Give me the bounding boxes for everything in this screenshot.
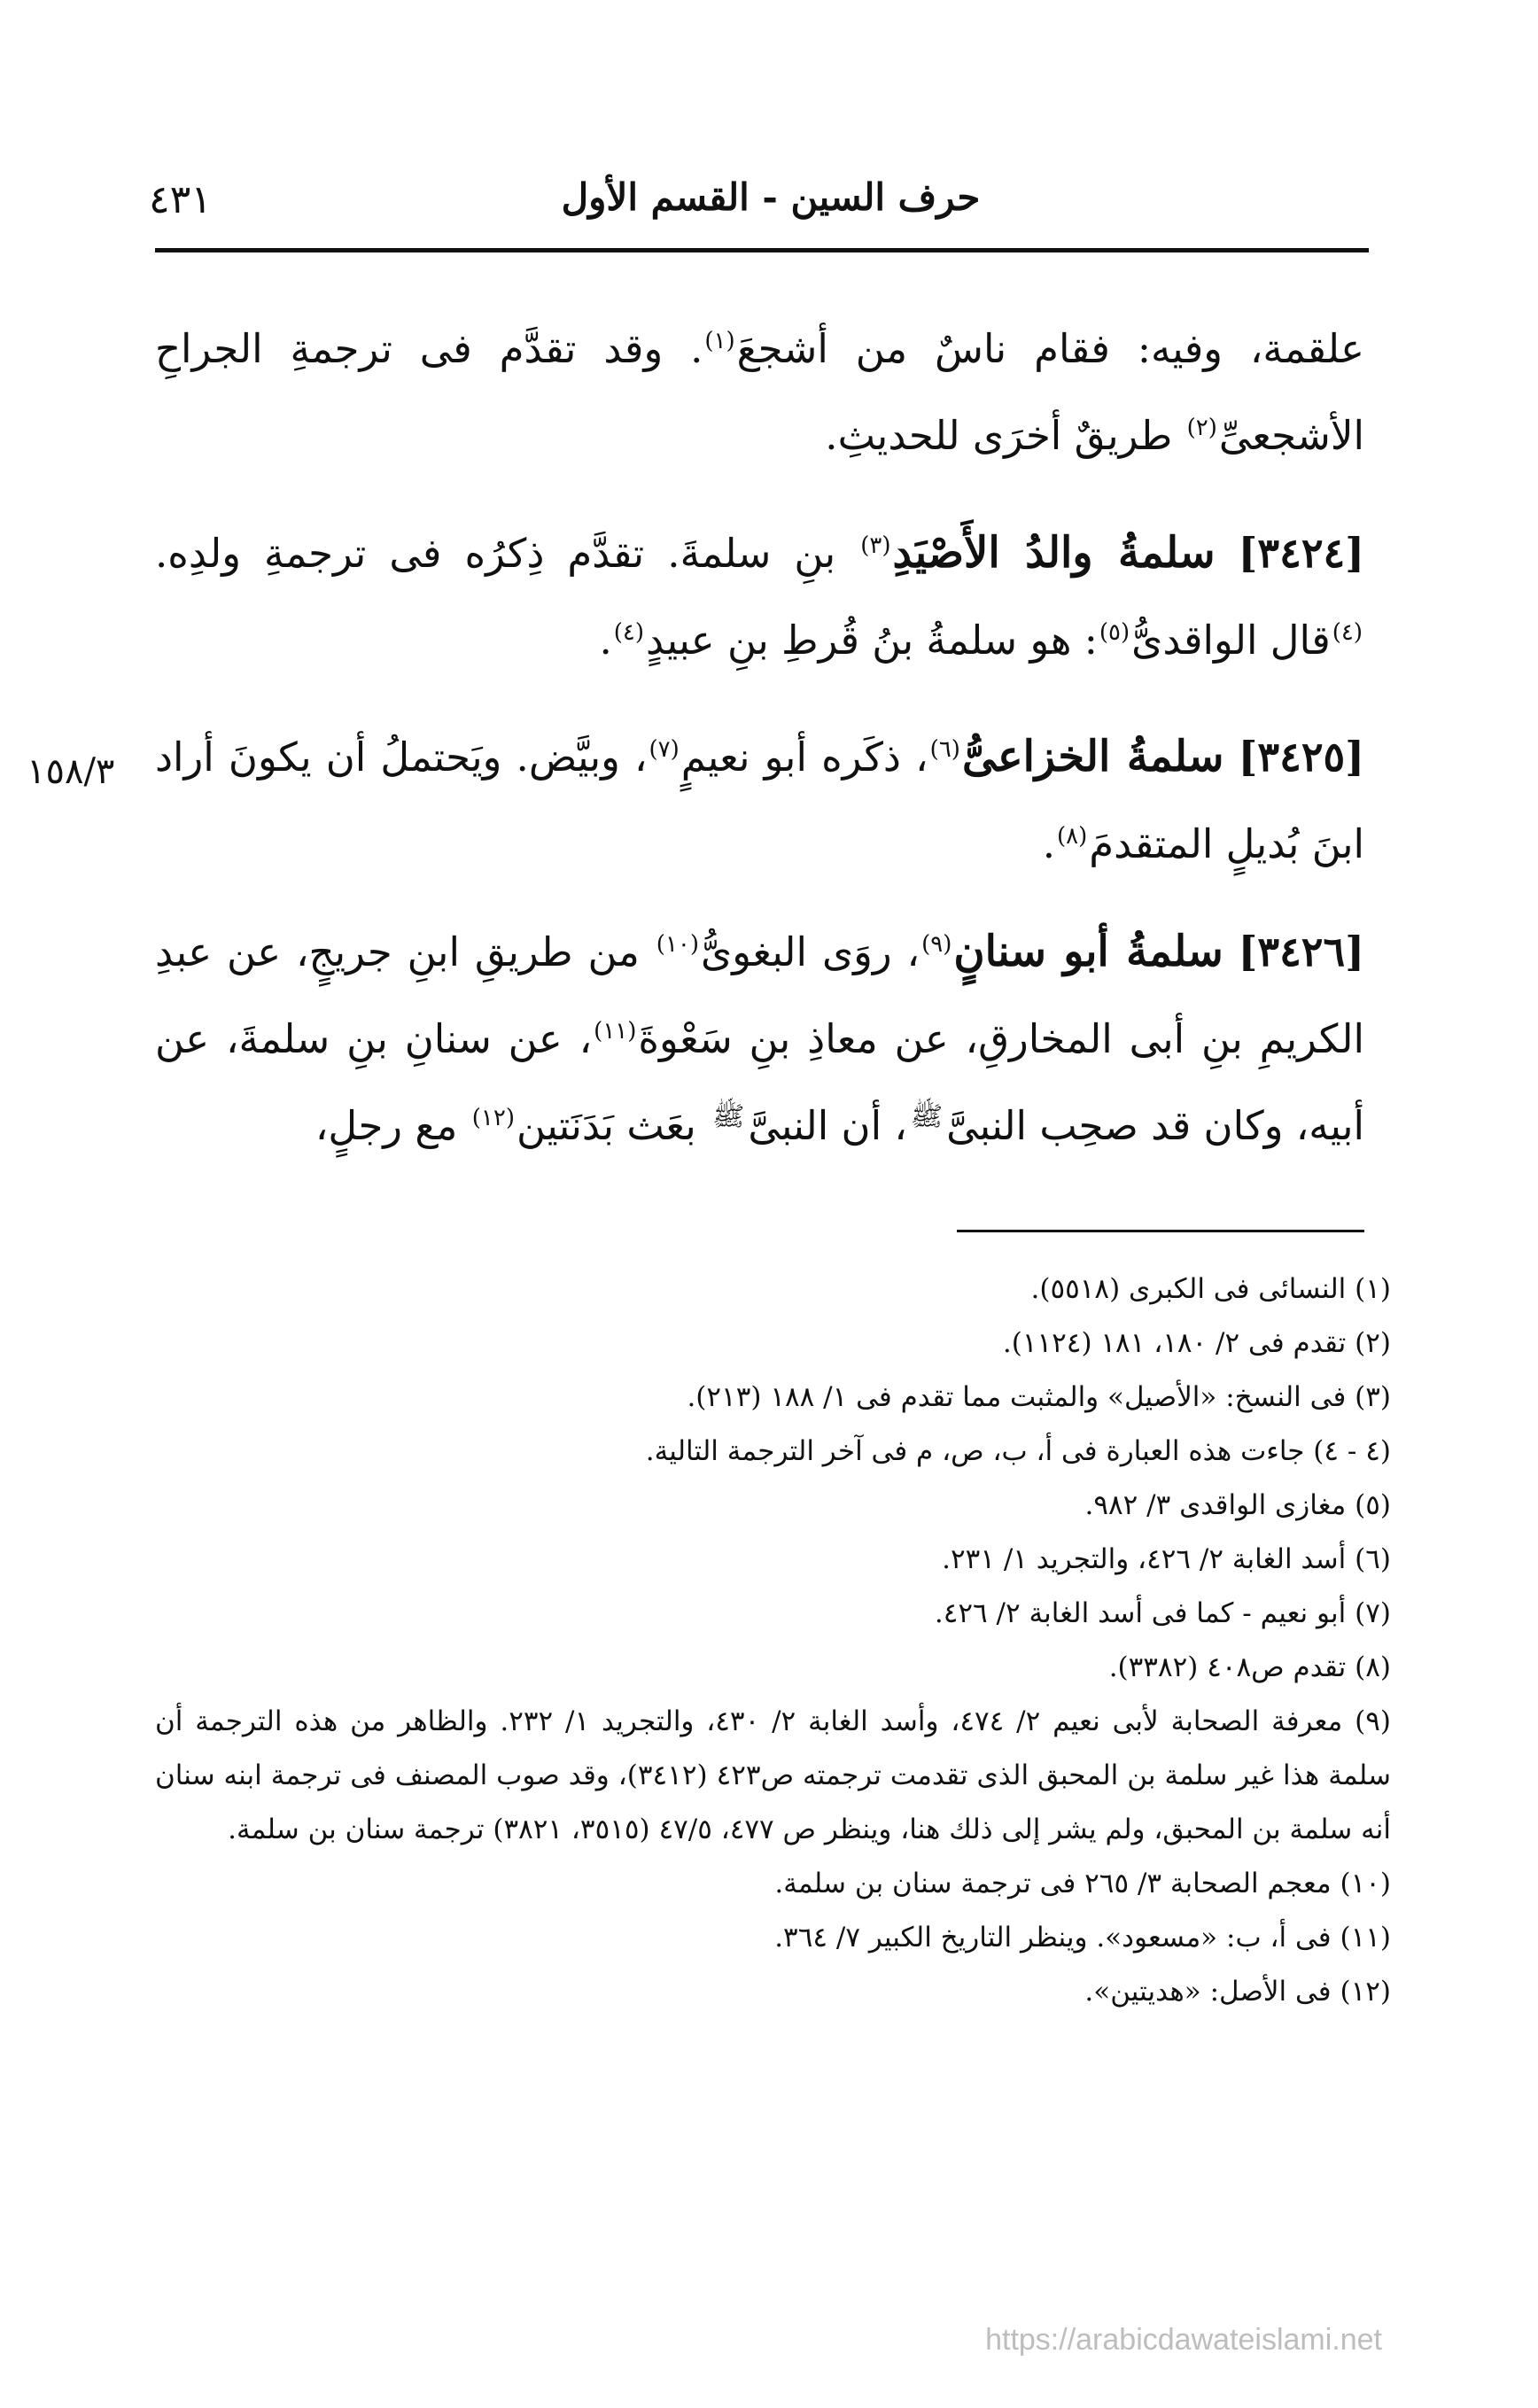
running-header-title: حرف السين - القسم الأول — [561, 175, 981, 219]
header-rule — [155, 248, 1369, 252]
footnote-marker[interactable]: (٤) — [613, 619, 645, 646]
footnote: (٦) أسد الغابة ٢/ ٤٢٦، والتجريد ١/ ٢٣١. — [942, 1543, 1391, 1575]
margin-reference: ١٥٨/٣ — [27, 751, 115, 792]
footnote: (٨) تقدم ص٤٠٨ (٣٣٨٢). — [1108, 1651, 1391, 1683]
entry-text: . — [1042, 820, 1056, 867]
entry-text: مع رجلٍ، — [315, 1102, 470, 1149]
entry-name: سلمةُ الخزاعىُّ — [961, 732, 1224, 781]
entry-name: سلمةُ والدُ الأَصْيَدِ — [892, 528, 1216, 578]
honorific-glyph: ﷺ — [910, 1101, 944, 1132]
footnote-marker[interactable]: (٣) — [860, 532, 891, 559]
footnote-marker[interactable]: (١) — [704, 328, 735, 354]
entry-number: [٣٤٢٥] — [1238, 733, 1365, 781]
footnote-marker[interactable]: (٩) — [921, 931, 952, 958]
page-number: ٤٣١ — [149, 177, 212, 222]
entry-3426 — [155, 908, 1364, 1169]
entry-text: ، أن النبىَّ — [748, 1102, 907, 1149]
footnote-marker[interactable]: (١٢) — [471, 1105, 515, 1131]
footnote: (٤ - ٤) جاءت هذه العبارة فى أ، ب، ص، م فى آخر الترجمة التالية. — [645, 1435, 1391, 1467]
para-text: . وقد تقدَّم فى ترجمةِ الجراحِ الأشجعىِّ — [155, 325, 1364, 459]
footnote-marker[interactable]: (١٠) — [656, 931, 700, 958]
footnote: (٢) تقدم فى ٢/ ١٨٠، ١٨١ (١١٢٤). — [1002, 1327, 1391, 1359]
entry-text: ، وبيَّض. ويَحتملُ أن يكونَ أراد ابنَ بُديلٍ المتقدمَ — [155, 734, 1364, 867]
footnote: (٧) أبو نعيم - كما فى أسد الغابة ٢/ ٤٢٦. — [934, 1597, 1391, 1629]
footnote: (١٠) معجم الصحابة ٣/ ٢٦٥ فى ترجمة سنان بن سلمة. — [774, 1868, 1391, 1899]
entry-text: ، ذكَره أبو نعيمٍ — [680, 734, 928, 781]
entry-3425 — [155, 713, 1364, 888]
entry-3424 — [155, 509, 1364, 684]
para-text: طريقٌ أخرَى للحديثِ. — [825, 412, 1185, 459]
footnote-marker[interactable]: (٥) — [1099, 619, 1130, 646]
entry-text: . — [599, 617, 612, 664]
entry-number: [٣٤٢٦] — [1238, 928, 1364, 975]
footnote: (٣) فى النسخ: «الأصيل» والمثبت مما تقدم فى ١/ ١٨٨ (٢١٣). — [687, 1381, 1391, 1413]
footnote-marker[interactable]: (٦) — [929, 736, 960, 763]
footnote: (١٢) فى الأصل: «هديتين». — [1084, 1976, 1391, 2008]
footnotes — [155, 1262, 1391, 2019]
entry-text: بعَث بَدَنَتين — [516, 1102, 710, 1149]
entry-text: ، روَى البغوىُّ — [701, 928, 920, 975]
footnote-marker[interactable]: (٨) — [1057, 823, 1088, 850]
entry-text: بنِ سلمةَ. تقدَّم ذِكرُه فى ترجمةِ ولدِه. — [155, 530, 859, 577]
footnote-marker[interactable]: (٢) — [1186, 415, 1217, 441]
continuation-paragraph — [155, 306, 1364, 479]
honorific-glyph: ﷺ — [712, 1101, 745, 1132]
footnote: (٥) مغازى الواقدى ٣/ ٩٨٢. — [1084, 1489, 1391, 1521]
entry-text: قال الواقدىُّ — [1131, 617, 1331, 664]
footnote: (١) النسائى فى الكبرى (٥٥١٨). — [1030, 1273, 1391, 1305]
source-watermark: https://arabicdawateislami.net — [985, 2323, 1382, 2357]
footnote-marker[interactable]: (٤) — [1332, 619, 1363, 646]
footnote-marker[interactable]: (١١) — [594, 1018, 637, 1045]
entry-number: [٣٤٢٤] — [1238, 529, 1365, 577]
para-text: علقمة، وفيه: فقام ناسٌ من أشجعَ — [736, 325, 1365, 372]
footnote: (١١) فى أ، ب: «مسعود». وينظر التاريخ الكبير ٧/ ٣٦٤. — [774, 1922, 1391, 1954]
footnote-marker[interactable]: (٧) — [649, 736, 680, 763]
entry-text: ، عن سنانِ بنِ سلمةَ، عن أبيه، وكان قد صحِب النبىَّ — [155, 1015, 1364, 1149]
entry-text: : هو سلمةُ بنُ قُرطِ بنِ عبيدٍ — [646, 617, 1098, 664]
footnote: (٩) معرفة الصحابة لأبى نعيم ٢/ ٤٧٤، وأسد الغابة ٢/ ٤٣٠، والتجريد ١/ ٢٣٢. والظاهر من هذه الترجمة أن سلمة هذا غير سلمة بن المحبق الذى تقدمت ترجمته ص٤٢٣ (٣٤١٢)، وقد صوب المصنف فى ترجمة ابنه سنان أنه سلمة بن المحبق، ولم يشر إلى ذلك هنا، وينظر ص ٤٧٧، ٤٧/٥ (٣٥١٥، ٣٨٢١) ترجمة سنان بن سلمة. — [155, 1705, 1391, 1845]
entry-name: سلمةُ أبو سنانٍ — [953, 927, 1223, 976]
footnotes-rule — [957, 1230, 1364, 1232]
entry-text: من طريقِ ابنِ جريجٍ، عن عبدِ الكريمِ بنِ أبى المخارقِ، عن معاذِ بنِ سَعْوةَ — [155, 928, 1364, 1062]
